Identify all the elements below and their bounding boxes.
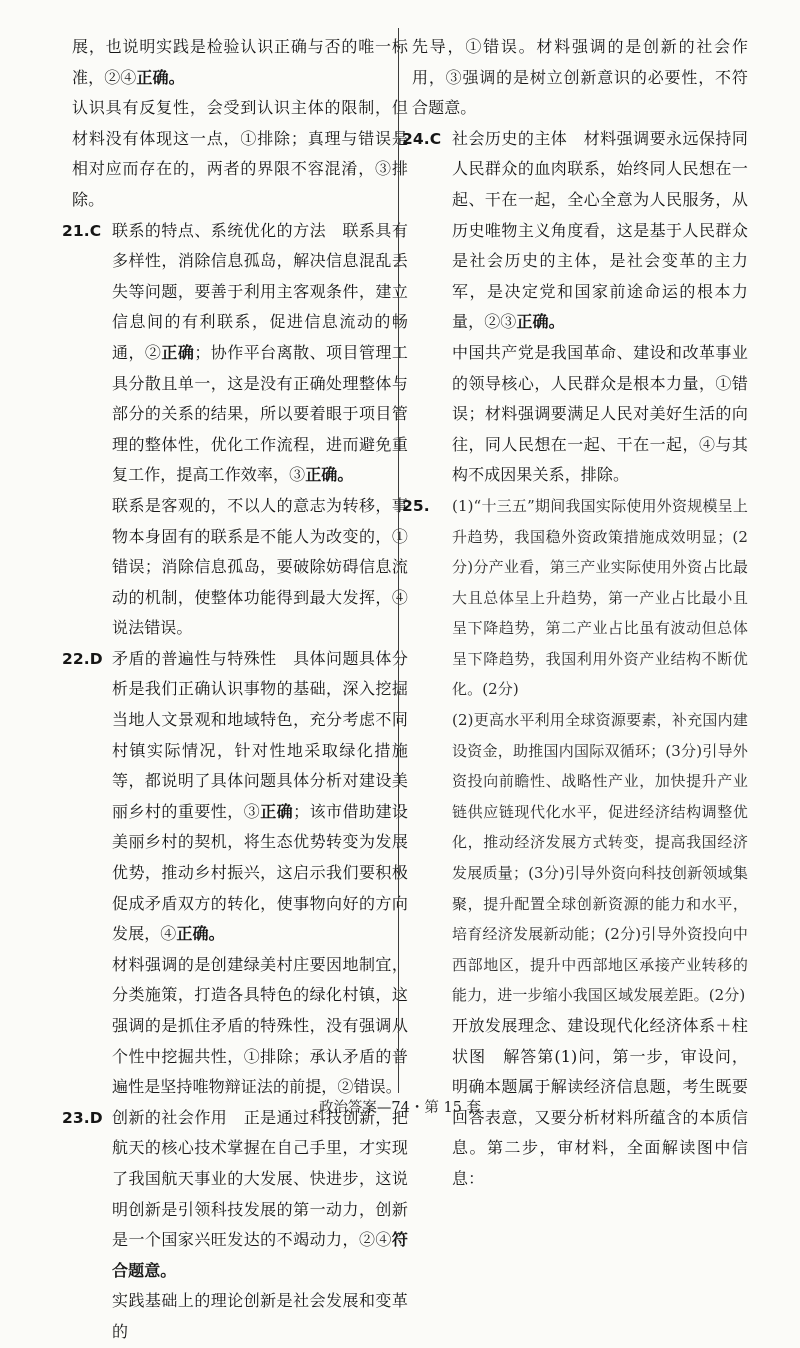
question-25 — [402, 491, 748, 1195]
answer-text: 矛盾的普遍性与特殊性 具体问题具体分析是我们正确认识事物的基础，深入挖掘当地人文景观和地域特色，充分考虑不同村镇实际情况，针对性地采取绿化措施等，都说明了具体问题具体分析对建设美丽乡村的重要性，③ — [112, 648, 408, 821]
answer-text: 联系的特点、系统优化的方法 联系具有多样性，消除信息孤岛，解决信息混乱丢失等问题，要善于利用主客观条件，建立信息间的有利联系，促进信息流动的畅通，② — [112, 220, 408, 362]
correct-mark: 正确。 — [136, 67, 185, 87]
left-fragment-2: 认识具有反复性，会受到认识主体的限制，但材料没有体现这一点，①排除；真理与错误是相对应而存在的，两者的界限不容混淆，③排除。 — [72, 98, 408, 209]
answer-analysis: 开放发展理念、建设现代化经济体系＋柱状图 解答第(1)问，第一步，审设问，明确本题属于解读经济信息题，考生既要回答表意，又要分析材料所蕴含的本质信息。第二步，审材料，全面解读图中信息： — [452, 1016, 748, 1188]
answer-text: 创新的社会作用 正是通过科技创新，把航天的核心技术掌握在自己手里，才实现了我国航天事业的大发展、快进步，这说明创新是引领科技发展的第一动力，创新是一个国家兴旺发达的不竭动力，②④ — [112, 1107, 408, 1250]
correct-mark: 正确。 — [516, 312, 565, 332]
left-column — [62, 32, 409, 1348]
correct-mark: 正确 — [260, 801, 294, 821]
question-number: 21.C — [62, 221, 102, 240]
correct-mark: 符合题意。 — [112, 1230, 408, 1280]
answer-part-1: (1)“十三五”期间我国实际使用外资规模呈上升趋势，我国稳外资政策措施成效明显；(2分)分产业看，第三产业实际使用外资占比最大且总体呈上升趋势，第一产业占比最小且呈下降趋势，第二产业占比虽有波动但总体呈下降趋势，我国利用外资产业结构不断优化。(2分) — [452, 496, 748, 699]
answer-part-2: (2)更高水平利用全球资源要素，补充国内建设资金，助推国内国际双循环；(3分)引导外资投向前瞻性、战略性产业，加快提升产业链供应链现代化水平，促进经济结构调整优化，推动经济发展方式转变，提高我国经济发展质量；(3分)引导外资向科技创新领域集聚，提升配置全球创新资源的能力和水平，培育经济发展新动能；(2分)引导外资投向中西部地区，提升中西部地区承接产业转移的能力，进一步缩小我国区域发展差距。(2分) — [452, 711, 748, 1005]
question-number: 24.C — [402, 129, 442, 148]
correct-mark: 正确 — [161, 342, 195, 362]
question-24 — [402, 124, 748, 491]
question-23 — [62, 1103, 408, 1348]
answer-explanation: 中国共产党是我国革命、建设和改革事业的领导核心，人民群众是根本力量，①错误；材料强调要满足人民对美好生活的向往，同人民想在一起、干在一起，④与其构不成因果关系，排除。 — [452, 342, 748, 485]
question-22 — [62, 644, 409, 1103]
answer-text: ；协作平台离散、项目管理工具分散且单一，这是没有正确处理整体与部分的关系的结果，所以要着眼于项目管理的整体性，优化工作流程，进而避免重复工作，提高工作效率，③ — [112, 342, 408, 485]
question-number: 22.D — [62, 649, 103, 668]
answer-explanation: 实践基础上的理论创新是社会发展和变革的 — [112, 1291, 408, 1341]
answer-text: 社会历史的主体 材料强调要永远保持同人民群众的血肉联系，始终同人民想在一起、干在一起，全心全意为人民服务，从历史唯物主义角度看，这是基于人民群众是社会历史的主体，是社会变革的主力军，是决定党和国家前途命运的根本力量，②③ — [452, 128, 748, 332]
answer-explanation: 联系是客观的，不以人的意志为转移，事物本身固有的联系是不能人为改变的，①错误；消除信息孤岛，要破除妨碍信息流动的机制，使整体功能得到最大发挥，④说法错误。 — [112, 495, 408, 638]
question-number: 23.D — [62, 1108, 103, 1127]
column-divider — [398, 28, 399, 1093]
question-21 — [62, 216, 408, 644]
answer-explanation: 材料强调的是创建绿美村庄要因地制宜，分类施策，打造各具特色的绿化村镇，这强调的是抓住矛盾的特殊性，没有强调从个性中挖掘共性，①排除；承认矛盾的普遍性是坚持唯物辩证法的前提，②错误。 — [112, 954, 408, 1097]
right-fragment-1: 先导，①错误。材料强调的是创新的社会作用，③强调的是树立创新意识的必要性，不符合题意。 — [412, 37, 748, 118]
answer-text: ；该市借助建设美丽乡村的契机，将生态优势转变为发展优势，推动乡村振兴，这启示我们要积极促成矛盾双方的转化，使事物向好的方向发展，④ — [112, 801, 409, 944]
text: 展，也说明实践是检验认识正确与否的唯一标准，②④ — [72, 37, 408, 87]
left-fragment-1 — [72, 32, 408, 93]
correct-mark: 正确。 — [176, 924, 225, 944]
page-footer: 政治答案—74・第 15 套 — [318, 1100, 482, 1116]
question-number: 25. — [402, 496, 430, 515]
right-column — [402, 32, 748, 1195]
correct-mark: 正确。 — [305, 465, 354, 485]
